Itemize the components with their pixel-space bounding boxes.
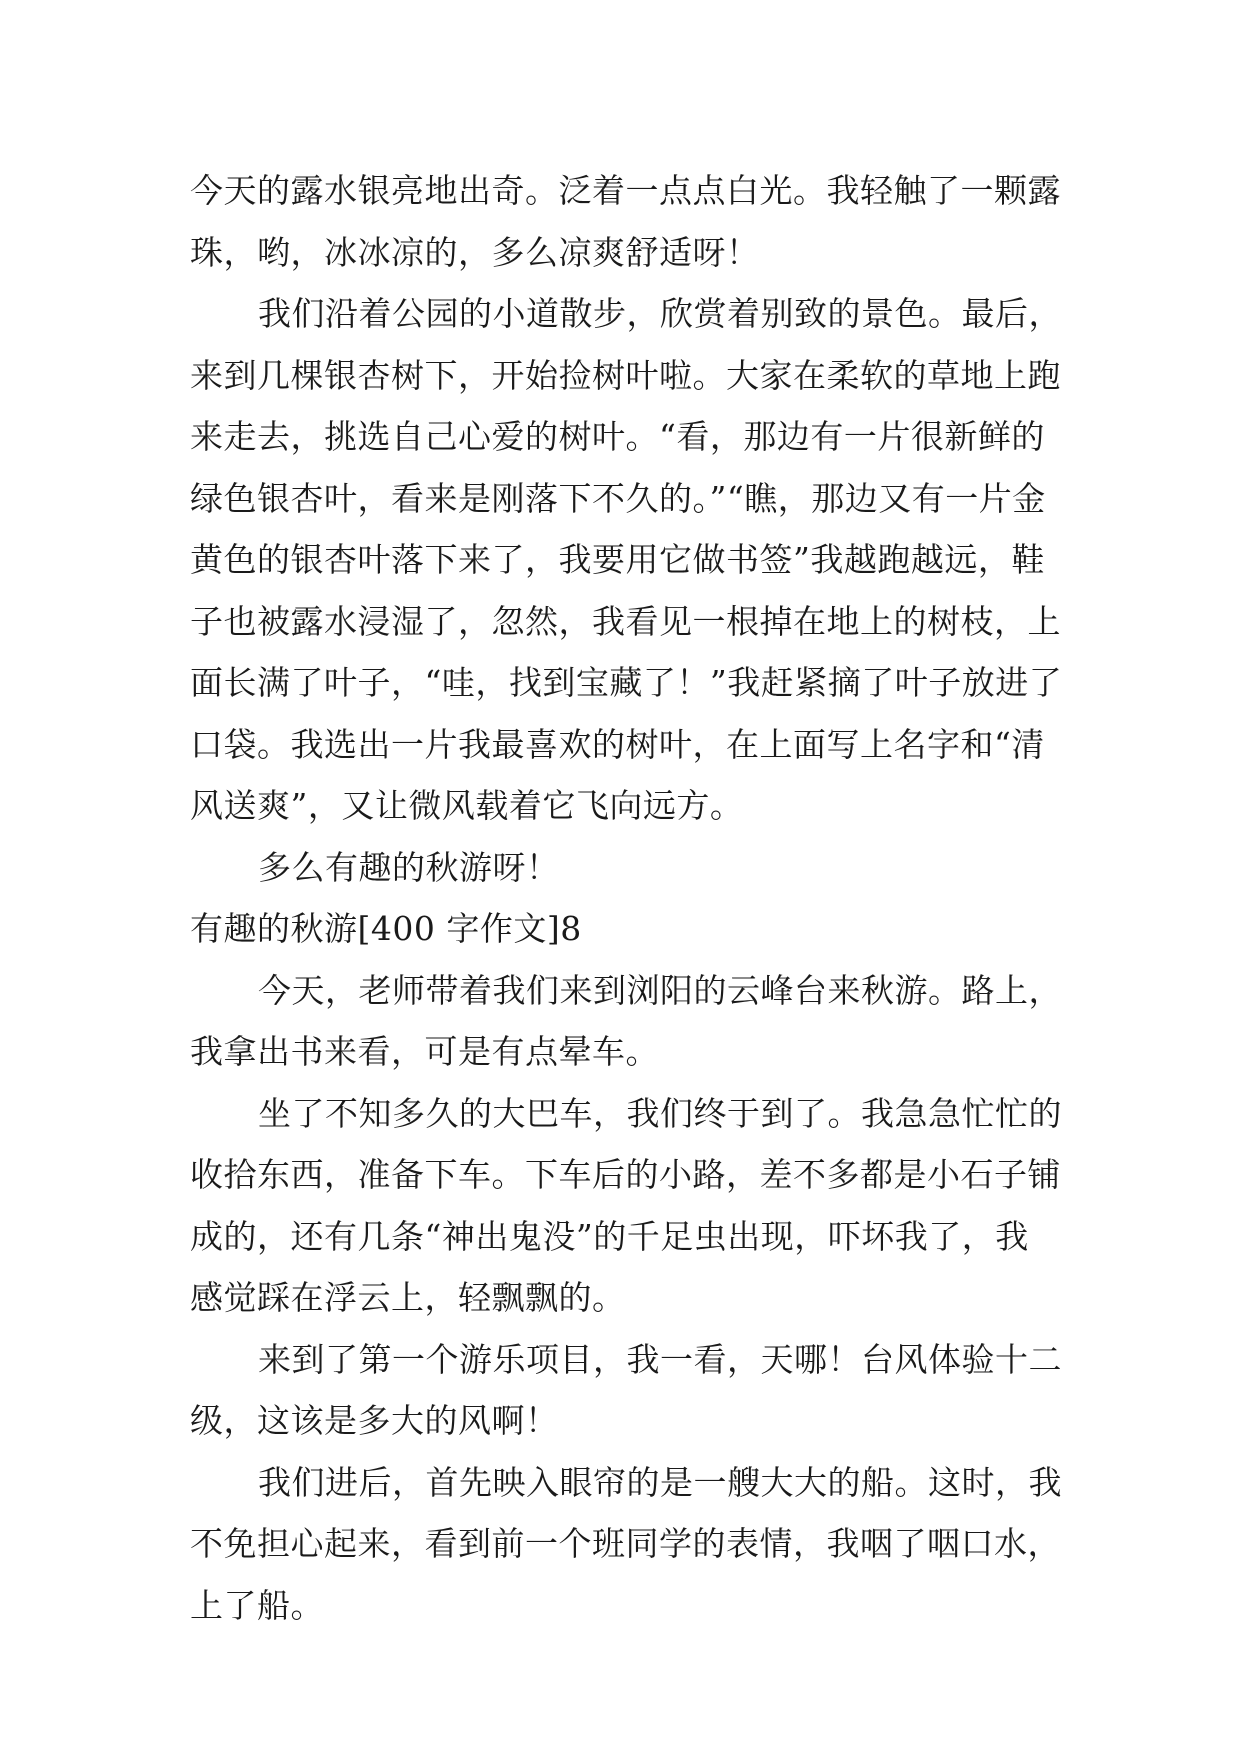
text-line: 来到几棵银杏树下，开始捡树叶啦。大家在柔软的草地上跑 (190, 355, 1061, 395)
text-line: 收拾东西，准备下车。下车后的小路，差不多都是小石子铺 (190, 1155, 1061, 1194)
text-line: 绿色银杏叶，看来是刚落下不久的。”“瞧，那边又有一片金 (190, 478, 1046, 518)
text-line: 珠，哟，冰冰凉的，多么凉爽舒适呀！ (190, 232, 760, 272)
text-line: 子也被露水浸湿了，忽然，我看见一根掉在地上的树枝，上 (190, 601, 1061, 641)
section-heading (190, 898, 1070, 960)
text-line: 风送爽”，又让微风载着它飞向远方。 (190, 786, 744, 825)
heading-text: 有趣的秋游[400 字作文]8 (190, 909, 582, 948)
text-line: 成的，还有几条“神出鬼没”的千足虫出现，吓坏我了，我 (190, 1216, 1029, 1256)
text-line: 我拿出书来看，可是有点晕车。 (190, 1032, 659, 1071)
text-line: 多么有趣的秋游呀！ (258, 847, 560, 887)
document-body (190, 160, 1070, 1636)
text-line: 我们进后，首先映入眼帘的是一艘大大的船。这时，我 (258, 1462, 1062, 1502)
text-line: 黄色的银杏叶落下来了，我要用它做书签”我越跑越远，鞋 (190, 540, 1045, 579)
text-line: 今天，老师带着我们来到浏阳的云峰台来秋游。路上， (258, 970, 1062, 1010)
text-line: 口袋。我选出一片我最喜欢的树叶，在上面写上名字和“清 (190, 724, 1045, 764)
text-line: 面长满了叶子，“哇，找到宝藏了！”我赶紧摘了叶子放进了 (190, 663, 1063, 702)
paragraph (190, 1083, 1070, 1329)
text-line: 级，这该是多大的风啊！ (190, 1401, 559, 1440)
text-line: 坐了不知多久的大巴车，我们终于到了。我急急忙忙的 (258, 1093, 1062, 1133)
paragraph (190, 960, 1070, 1083)
text-line: 不免担心起来，看到前一个班同学的表情，我咽了咽口水， (190, 1524, 1061, 1563)
text-line: 今天的露水银亮地出奇。泛着一点点白光。我轻触了一颗露 (190, 171, 1061, 210)
paragraph (190, 160, 1070, 283)
paragraph (190, 1452, 1070, 1637)
paragraph (190, 837, 1070, 899)
text-line: 来到了第一个游乐项目，我一看，天哪！台风体验十二 (258, 1339, 1062, 1379)
paragraph (190, 283, 1070, 837)
text-line: 感觉踩在浮云上，轻飘飘的。 (190, 1278, 626, 1317)
text-line: 上了船。 (190, 1585, 324, 1625)
paragraph (190, 1329, 1070, 1452)
text-line: 来走去，挑选自己心爱的树叶。“看，那边有一片很新鲜的 (190, 417, 1045, 456)
text-line: 我们沿着公园的小道散步，欣赏着别致的景色。最后， (258, 294, 1062, 333)
